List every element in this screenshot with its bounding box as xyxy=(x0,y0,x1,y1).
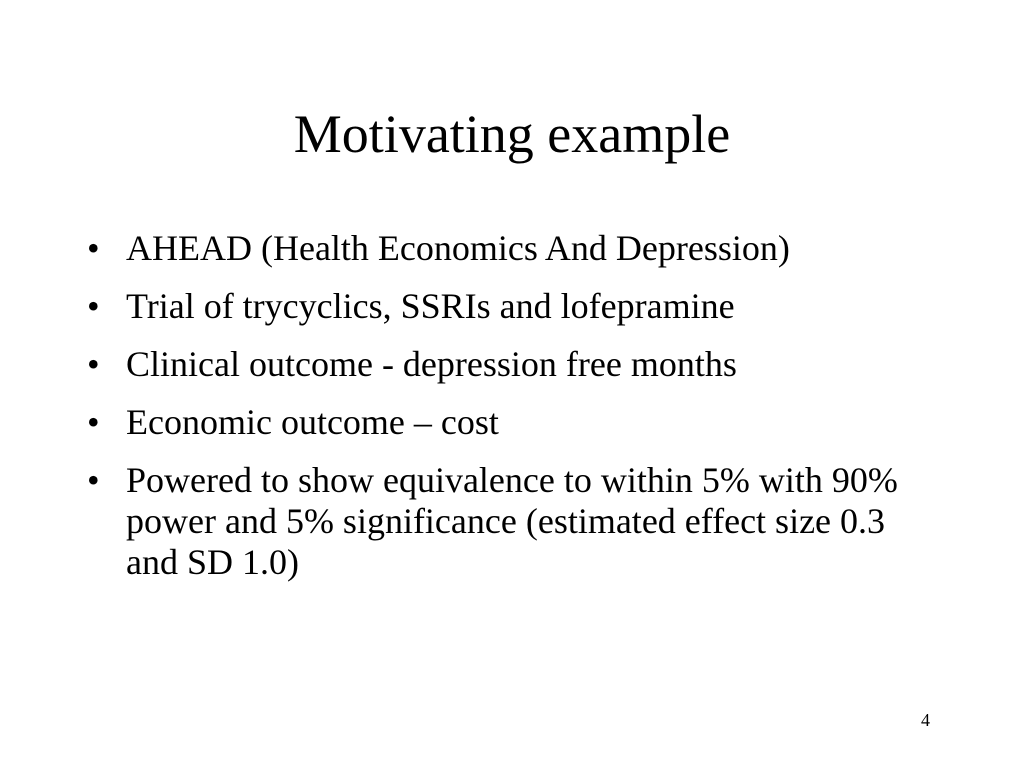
bullet-icon: • xyxy=(87,228,100,268)
page-number: 4 xyxy=(921,710,930,730)
bullet-item xyxy=(83,460,943,583)
bullet-text: AHEAD (Health Economics And Depression) xyxy=(126,228,790,268)
bullet-list xyxy=(83,228,943,600)
bullet-item xyxy=(83,402,943,443)
bullet-text: Clinical outcome - depression free months xyxy=(126,344,737,384)
bullet-icon: • xyxy=(87,460,100,500)
bullet-item xyxy=(83,228,943,269)
bullet-icon: • xyxy=(87,344,100,384)
slide-title: Motivating example xyxy=(293,104,731,164)
bullet-icon: • xyxy=(87,286,100,326)
bullet-item xyxy=(83,286,943,327)
bullet-text: Trial of trycyclics, SSRIs and lofepramine xyxy=(126,286,735,326)
bullet-icon: • xyxy=(87,402,100,442)
bullet-text: Powered to show equivalence to within 5% with 90% power and 5% significance (estimated effect size 0.3 and SD 1.0) xyxy=(126,460,898,582)
bullet-text: Economic outcome – cost xyxy=(126,402,499,442)
bullet-item xyxy=(83,344,943,385)
